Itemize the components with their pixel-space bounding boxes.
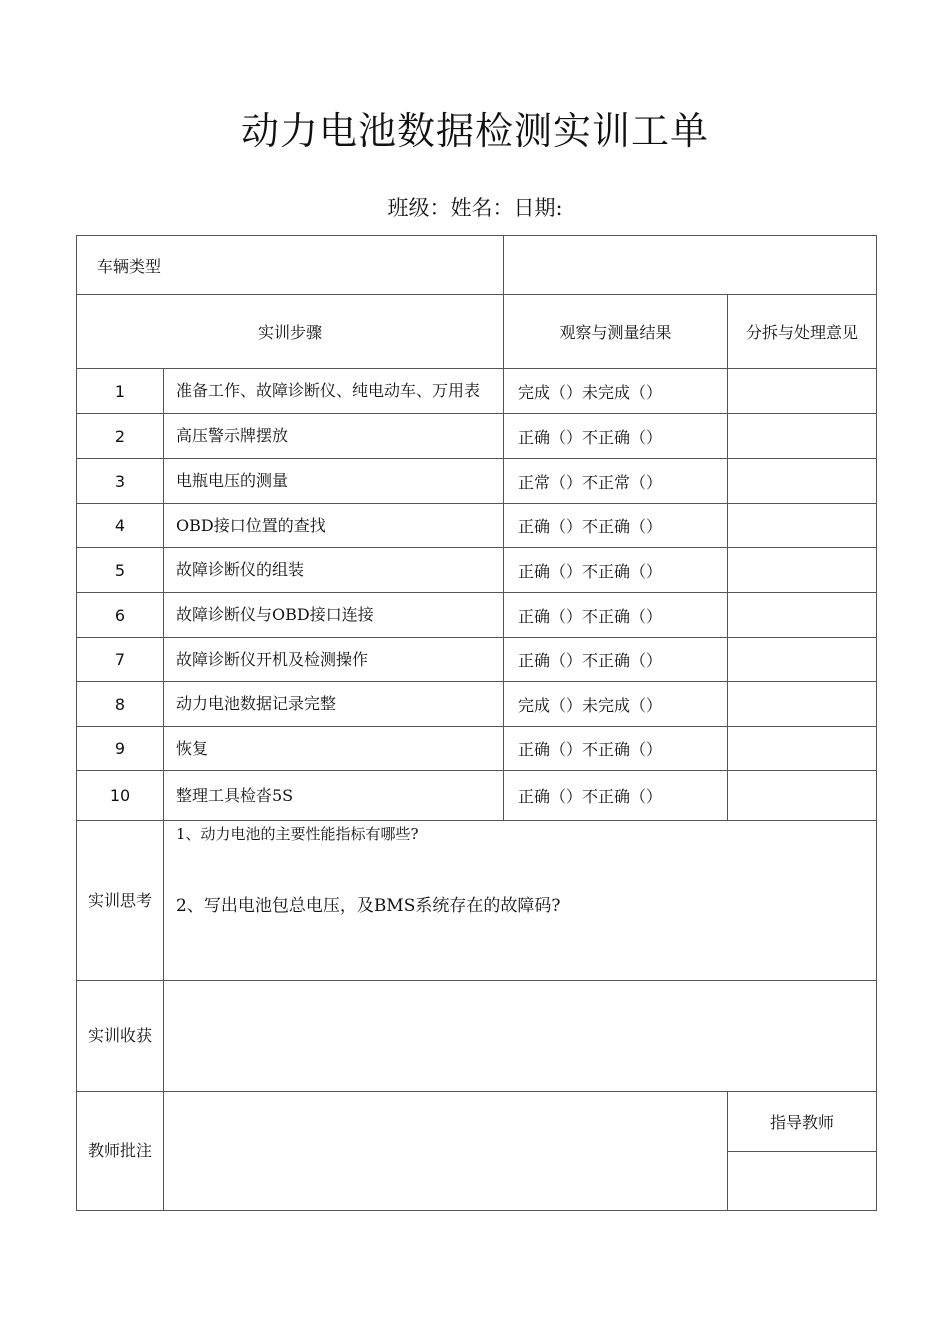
step-number: 8 <box>77 682 164 727</box>
teacher-comment-area[interactable] <box>164 1092 728 1211</box>
analysis-cell[interactable] <box>728 593 877 638</box>
analysis-cell[interactable] <box>728 459 877 504</box>
result-options[interactable]: 正确（）不正确（） <box>504 414 728 459</box>
step-number: 1 <box>77 369 164 414</box>
result-options[interactable]: 正确（）不正确（） <box>504 727 728 771</box>
step-description: 故障诊断仪开机及检测操作 <box>164 638 504 682</box>
vehicle-type-row <box>77 236 877 295</box>
result-options[interactable]: 完成（）未完成（） <box>504 369 728 414</box>
table-row <box>77 548 877 593</box>
table-row <box>77 771 877 821</box>
analysis-cell[interactable] <box>728 682 877 727</box>
table-row <box>77 459 877 504</box>
result-options[interactable]: 正确（）不正确（） <box>504 771 728 821</box>
step-number: 7 <box>77 638 164 682</box>
table-row <box>77 593 877 638</box>
analysis-cell[interactable] <box>728 414 877 459</box>
result-options[interactable]: 正确（）不正确（） <box>504 593 728 638</box>
table-row <box>77 369 877 414</box>
step-description: 故障诊断仪的组装 <box>164 548 504 593</box>
thinking-question-1: 1、动力电池的主要性能指标有哪些? <box>176 825 419 843</box>
instructor-signature-field[interactable] <box>728 1152 877 1211</box>
gains-row <box>77 981 877 1092</box>
vehicle-type-label: 车辆类型 <box>77 236 504 295</box>
step-number: 10 <box>77 771 164 821</box>
steps-header: 实训步骤 <box>77 295 504 369</box>
gains-answer-area[interactable] <box>164 981 877 1092</box>
step-description: 高压警示牌摆放 <box>164 414 504 459</box>
thinking-row <box>77 821 877 981</box>
result-options[interactable]: 正确（）不正确（） <box>504 548 728 593</box>
step-description: OBD接口位置的查找 <box>164 504 504 548</box>
analysis-cell[interactable] <box>728 548 877 593</box>
step-description: 电瓶电压的测量 <box>164 459 504 504</box>
instructor-label: 指导教师 <box>728 1092 877 1152</box>
table-row <box>77 504 877 548</box>
thinking-answer-area[interactable] <box>164 821 877 981</box>
table-row <box>77 638 877 682</box>
analysis-cell[interactable] <box>728 638 877 682</box>
result-options[interactable]: 正常（）不正常（） <box>504 459 728 504</box>
observation-header: 观察与测量结果 <box>504 295 728 369</box>
result-options[interactable]: 正确（）不正确（） <box>504 504 728 548</box>
result-options[interactable]: 完成（）未完成（） <box>504 682 728 727</box>
step-number: 2 <box>77 414 164 459</box>
gains-label: 实训收获 <box>77 981 164 1092</box>
step-description: 恢复 <box>164 727 504 771</box>
thinking-question-2: 2、写出电池包总电压，及BMS系统存在的故障码? <box>176 896 561 916</box>
table-row <box>77 727 877 771</box>
document-title: 动力电池数据检测实训工单 <box>240 109 709 153</box>
step-description: 整理工具检沓5S <box>164 771 504 821</box>
step-description: 动力电池数据记录完整 <box>164 682 504 727</box>
worksheet-table <box>76 235 877 1211</box>
table-row <box>77 414 877 459</box>
class-name-date-line: 班级：姓名：日期: <box>387 196 563 220</box>
step-number: 4 <box>77 504 164 548</box>
result-options[interactable]: 正确（）不正确（） <box>504 638 728 682</box>
analysis-cell[interactable] <box>728 369 877 414</box>
analysis-cell[interactable] <box>728 504 877 548</box>
teacher-row <box>77 1092 877 1152</box>
step-number: 9 <box>77 727 164 771</box>
analysis-cell[interactable] <box>728 771 877 821</box>
thinking-label: 实训思考 <box>77 821 164 981</box>
step-number: 3 <box>77 459 164 504</box>
step-description: 准备工作、故障诊断仪、纯电动车、万用表 <box>164 369 504 414</box>
step-description: 故障诊断仪与OBD接口连接 <box>164 593 504 638</box>
step-number: 5 <box>77 548 164 593</box>
analysis-header: 分拆与处理意见 <box>728 295 877 369</box>
step-number: 6 <box>77 593 164 638</box>
teacher-comment-label: 教师批注 <box>77 1092 164 1211</box>
table-row <box>77 682 877 727</box>
analysis-cell[interactable] <box>728 727 877 771</box>
vehicle-type-field[interactable] <box>504 236 877 295</box>
header-row <box>77 295 877 369</box>
